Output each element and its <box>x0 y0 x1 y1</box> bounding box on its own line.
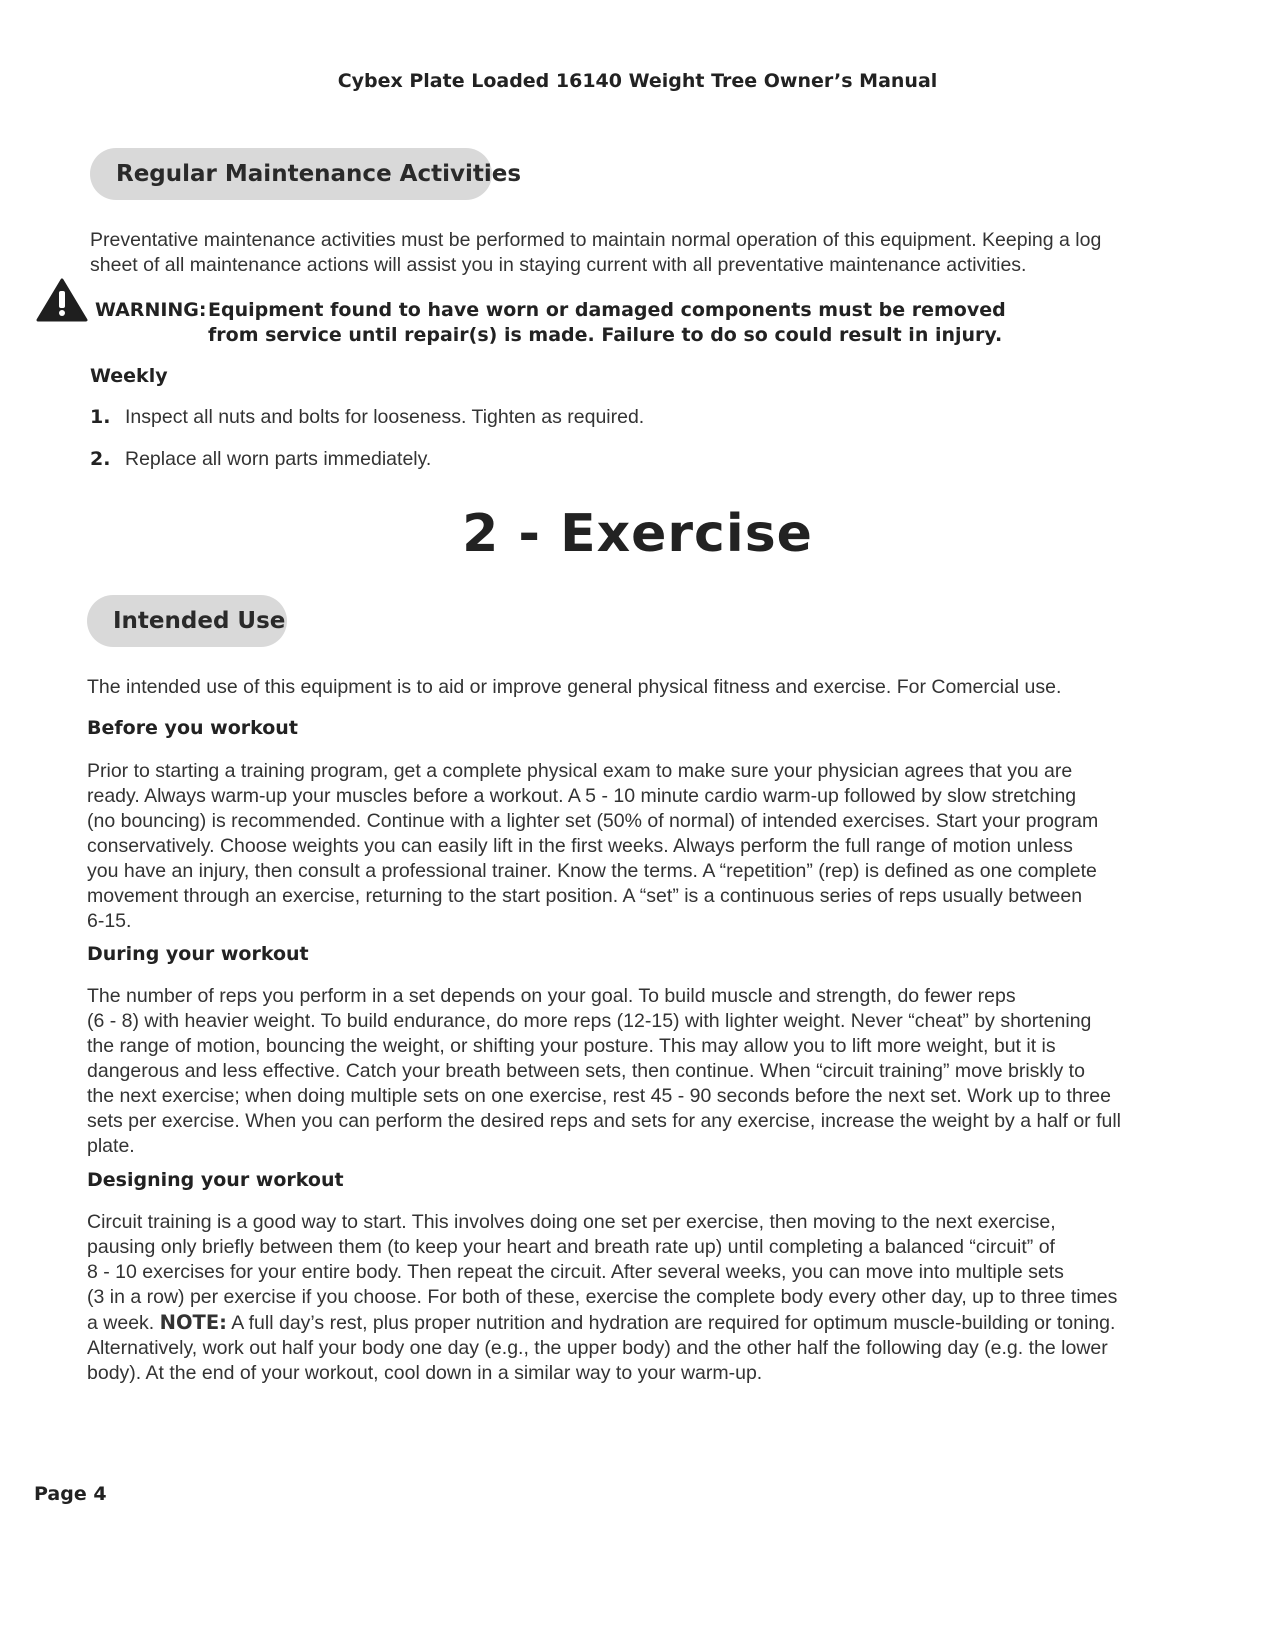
paragraph-line: dangerous and less effective. Catch your breath between sets, then continue. When “circuit training” move briskly to <box>87 1060 1085 1082</box>
intended-use-line: The intended use of this equipment is to aid or improve general physical fitness and exercise. For Comercial use. <box>87 676 1062 698</box>
paragraph-line: Alternatively, work out half your body one day (e.g., the upper body) and the other half the following day (e.g. the lower <box>87 1337 1108 1359</box>
note-line-rest: A full day’s rest, plus proper nutrition and hydration are required for optimum muscle-building or toning. <box>226 1312 1116 1334</box>
section-title-exercise: 2 - Exercise <box>462 504 813 564</box>
list-item-text: Inspect all nuts and bolts for looseness. Tighten as required. <box>125 406 645 428</box>
warning-line: Equipment found to have worn or damaged components must be removed <box>208 299 1006 321</box>
list-item-number: 2. <box>90 448 111 470</box>
list-item-text: Replace all worn parts immediately. <box>125 448 432 470</box>
paragraph-line: the range of motion, bouncing the weight, or shifting your posture. This may allow you to lift more weight, but it is <box>87 1035 1056 1057</box>
paragraph-line: 8 - 10 exercises for your entire body. Then repeat the circuit. After several weeks, you can move into multiple sets <box>87 1261 1064 1283</box>
paragraph-line: Circuit training is a good way to start. This involves doing one set per exercise, then moving to the next exercise, <box>87 1211 1056 1233</box>
paragraph-line: ready. Always warm-up your muscles before a workout. A 5 - 10 minute cardio warm-up followed by slow stretching <box>87 785 1077 807</box>
paragraph-line: conservatively. Choose weights you can easily lift in the first weeks. Always perform the full range of motion unless <box>87 835 1073 857</box>
warning-text <box>208 298 1006 348</box>
during-workout-text <box>87 984 1121 1159</box>
maintenance-intro-line: sheet of all maintenance actions will assist you in staying current with all preventative maintenance activities. <box>90 254 1027 276</box>
paragraph-line: (no bouncing) is recommended. Continue with a lighter set (50% of normal) of intended exercises. Start your program <box>87 810 1099 832</box>
list-item-number: 1. <box>90 406 111 428</box>
designing-workout-text <box>87 1210 1117 1386</box>
document-title: Cybex Plate Loaded 16140 Weight Tree Owner’s Manual <box>337 70 938 92</box>
weekly-heading: Weekly <box>90 365 168 387</box>
paragraph-line: movement through an exercise, returning to the start position. A “set” is a continuous series of reps usually between <box>87 885 1083 907</box>
paragraph-line: (6 - 8) with heavier weight. To build endurance, do more reps (12-15) with lighter weight. Never “cheat” by shortening <box>87 1010 1092 1032</box>
paragraph-line: plate. <box>87 1135 135 1157</box>
before-workout-text <box>87 759 1098 934</box>
paragraph-line: (3 in a row) per exercise if you choose. For both of these, exercise the complete body every other day, up to three times <box>87 1286 1118 1308</box>
designing-workout-heading: Designing your workout <box>87 1169 344 1191</box>
section-heading-intended-use: Intended Use <box>87 595 287 647</box>
warning-triangle-icon <box>36 278 88 322</box>
section-heading-maintenance: Regular Maintenance Activities <box>90 148 492 200</box>
paragraph-line <box>87 1310 1117 1336</box>
note-line-prefix: a week. <box>87 1312 160 1334</box>
paragraph-line: body). At the end of your workout, cool down in a similar way to your warm-up. <box>87 1362 763 1384</box>
paragraph-line: you have an injury, then consult a professional trainer. Know the terms. A “repetition” (rep) is defined as one complete <box>87 860 1097 882</box>
warning-label: WARNING: <box>95 299 207 321</box>
maintenance-intro-line: Preventative maintenance activities must be performed to maintain normal operation of this equipment. Keeping a log <box>90 229 1102 251</box>
paragraph-line: sets per exercise. When you can perform the desired reps and sets for any exercise, increase the weight by a half or full <box>87 1110 1122 1132</box>
paragraph-line: pausing only briefly between them (to keep your heart and breath rate up) until completing a balanced “circuit” of <box>87 1236 1055 1258</box>
warning-line: from service until repair(s) is made. Failure to do so could result in injury. <box>208 324 1003 346</box>
page-number: Page 4 <box>34 1483 107 1505</box>
intended-use-text <box>87 675 1061 700</box>
paragraph-line: the next exercise; when doing multiple sets on one exercise, rest 45 - 90 seconds before the next set. Work up to three <box>87 1085 1111 1107</box>
before-workout-heading: Before you workout <box>87 717 298 739</box>
paragraph-line: The number of reps you perform in a set depends on your goal. To build muscle and strength, do fewer reps <box>87 985 1016 1007</box>
note-label: NOTE: <box>159 1311 227 1334</box>
paragraph-line: Prior to starting a training program, get a complete physical exam to make sure your physician agrees that you are <box>87 760 1073 782</box>
paragraph-line: 6-15. <box>87 910 132 932</box>
during-workout-heading: During your workout <box>87 943 309 965</box>
maintenance-intro <box>90 228 1101 278</box>
